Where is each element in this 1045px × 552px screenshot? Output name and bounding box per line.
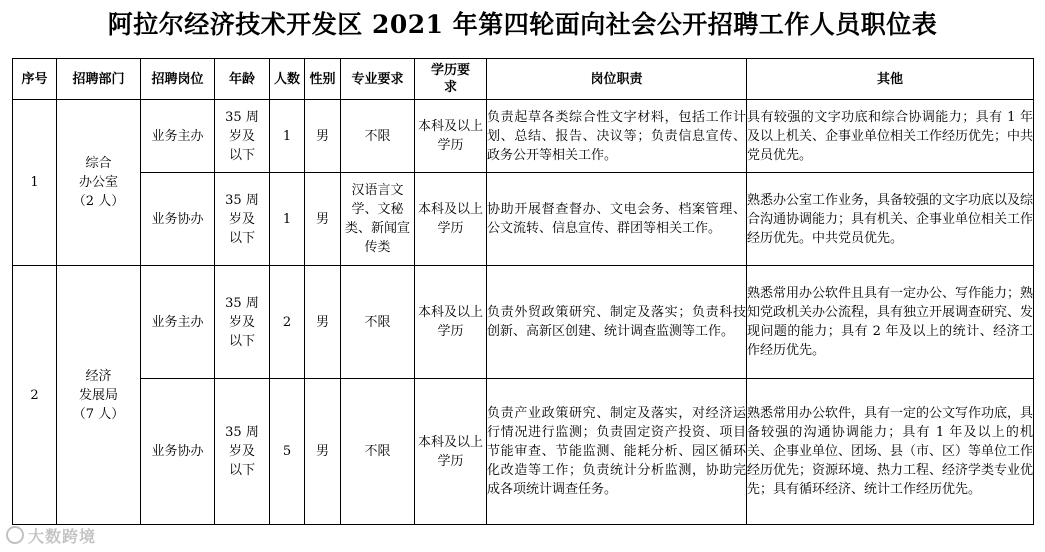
count-cell: 5 [270,379,305,525]
dept-cell [57,100,141,266]
page-title: 阿拉尔经济技术开发区 2021 年第四轮面向社会公开招聘工作人员职位表 [107,10,938,39]
age-cell: 35 周岁及以下 [215,379,270,525]
other-cell: 具有较强的文字功底和综合协调能力；具有 1 年及以上机关、企事业单位相关工作经历优先；中共党员优先。 [747,100,1034,173]
post-cell: 业务协办 [141,379,215,525]
post-cell: 业务主办 [141,100,215,173]
watermark [6,524,96,547]
table-row [13,100,1034,173]
education-cell: 本科及以上学历 [415,379,487,525]
education-cell: 本科及以上学历 [415,266,487,379]
seq-cell: 1 [13,100,57,266]
header-other: 其他 [747,59,1034,100]
header-duties: 岗位职责 [487,59,747,100]
count-cell: 2 [270,266,305,379]
header-count: 人数 [270,59,305,100]
duties-cell: 协助开展督查督办、文电会务、档案管理、公文流转、信息宣传、群团等相关工作。 [487,173,747,266]
header-post: 招聘岗位 [141,59,215,100]
age-cell: 35 周岁及以下 [215,266,270,379]
job-positions-table [12,58,1034,525]
gender-cell: 男 [305,379,341,525]
major-cell: 不限 [341,266,415,379]
dept-line: 办公室 [78,175,118,190]
header-seq: 序号 [13,59,57,100]
post-cell: 业务主办 [141,266,215,379]
dept-line: （7 人） [72,406,125,422]
duties-cell: 负责产业政策研究、制定及落实，对经济运行情况进行监测；负责固定资产投资、项目节能审查、节能监测、能耗分析、园区循环化改造等工作；负责统计分析监测，协助完成各项统计调查任务。 [487,379,747,525]
major-cell: 不限 [341,100,415,173]
dept-cell [57,266,141,525]
header-dept: 招聘部门 [57,59,141,100]
age-cell: 35 周岁及以下 [215,173,270,266]
watermark-text: 大数跨境 [28,527,97,546]
table-row [13,266,1034,379]
table-row [13,173,1034,266]
dept-line: 发展局 [78,387,118,403]
header-age: 年龄 [215,59,270,100]
other-cell: 熟悉办公室工作业务，具备较强的文字功底以及综合沟通协调能力；具有机关、企事业单位相关工作经历优先。中共党员优先。 [747,173,1034,266]
major-cell: 汉语言文学、文秘类、新闻宣传类 [341,173,415,266]
count-cell: 1 [270,173,305,266]
watermark-logo-icon [6,526,24,544]
other-cell: 熟悉常用办公软件，具有一定的公文写作功底，具备较强的沟通协调能力；具有 1 年及以上的机关、企事业单位、团场、县（市、区）等单位工作经历优先；资源环境、热力工程、经济学类专业优先；具有循环经济、统计工作经历优先。 [747,379,1034,525]
header-gender: 性别 [305,59,341,100]
gender-cell: 男 [305,100,341,173]
age-cell: 35 周岁及以下 [215,100,270,173]
gender-cell: 男 [305,266,341,379]
duties-cell: 负责外贸政策研究、制定及落实；负责科技创新、高新区创建、统计调查监测等工作。 [487,266,747,379]
count-cell: 1 [270,100,305,173]
major-cell: 不限 [341,379,415,525]
table-header-row [13,59,1034,100]
dept-line: 综合 [85,156,112,171]
education-cell: 本科及以上学历 [415,100,487,173]
duties-cell: 负责起草各类综合性文字材料，包括工作计划、总结、报告、决议等；负责信息宣传、政务公开等相关工作。 [487,100,747,173]
dept-line: （2 人） [72,194,125,209]
other-cell: 熟悉常用办公软件且具有一定办公、写作能力；熟知党政机关办公流程，具有独立开展调查研究、发现问题的能力；具有 2 年及以上的统计、经济工作经历优先。 [747,266,1034,379]
table-row [13,379,1034,525]
education-cell: 本科及以上学历 [415,173,487,266]
dept-line: 经济 [85,368,112,384]
header-major: 专业要求 [341,59,415,100]
gender-cell: 男 [305,173,341,266]
seq-cell: 2 [13,266,57,525]
post-cell: 业务协办 [141,173,215,266]
header-education: 学历要求 [415,59,487,100]
